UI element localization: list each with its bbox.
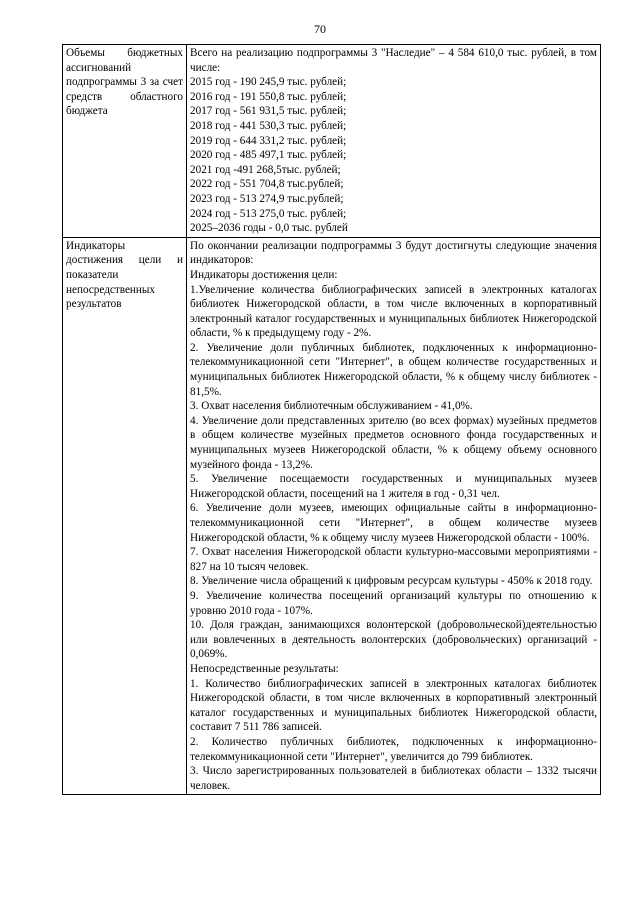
row-content-indicators bbox=[187, 237, 601, 795]
direct-result-item: 3. Число зарегистрированных пользователей в библиотеках области – 1332 тысячи человек. bbox=[190, 765, 597, 792]
passport-table bbox=[62, 44, 601, 795]
budget-year-2023: 2023 год - 513 274,9 тыс.рублей; bbox=[190, 192, 344, 205]
goal-indicators-heading: Индикаторы достижения цели: bbox=[190, 268, 338, 281]
goal-indicator-item: 4. Увеличение доли представленных зрителю (во всех формах) музейных предметов в общем количестве музейных предметов основного фонда государственных и муниципальных музеев Нижегородской области, % к общему объему основного музейного фонда - 13,2%. bbox=[190, 414, 597, 471]
row-label-indicators: Индикаторы достижения цели и показатели непосредственных результатов bbox=[63, 237, 187, 795]
budget-years-2025-2036: 2025–2036 годы - 0,0 тыс. рублей bbox=[190, 222, 348, 235]
goal-indicator-item: 9. Увеличение количества посещений организаций культуры по отношению к уровню 2010 года - 107%. bbox=[190, 589, 597, 617]
budget-year-2018: 2018 год - 441 530,3 тыс. рублей; bbox=[190, 119, 347, 132]
budget-total: Всего на реализацию подпрограммы 3 "Наследие" – 4 584 610,0 тыс. рублей, в том числе: bbox=[190, 47, 597, 74]
budget-year-2017: 2017 год - 561 931,5 тыс. рублей; bbox=[190, 105, 347, 118]
row-label-budget: Объемы бюджетных ассигнований подпрограммы 3 за счет средств областного бюджета bbox=[63, 45, 187, 238]
indicators-intro: По окончании реализации подпрограммы 3 будут достигнуты следующие значения индикаторов: bbox=[190, 239, 597, 267]
goal-indicator-item: 1.Увеличение количества библиографических записей в электронных каталогах библиотек Нижегородской области, в том числе включенных в корпоративный электронный каталог государственных и муниципальных библиотек Нижегородской области, % к предыдущему году - 2%. bbox=[190, 283, 597, 340]
goal-indicator-item: 7. Охват населения Нижегородской области культурно-массовыми мероприятиями - 827 на 10 тысяч человек. bbox=[190, 546, 597, 573]
budget-year-2016: 2016 год - 191 550,8 тыс. рублей; bbox=[190, 90, 347, 103]
direct-result-item: 1. Количество библиографических записей в электронных каталогах библиотек Нижегородской области, в том числе включенных в корпоративный электронный каталог государственных и муниципальных библиотек Нижегородской области, составит 7 511 786 записей. bbox=[190, 677, 597, 734]
budget-year-2019: 2019 год - 644 331,2 тыс. рублей; bbox=[190, 134, 347, 147]
budget-year-2015: 2015 год - 190 245,9 тыс. рублей; bbox=[190, 76, 347, 89]
direct-result-item: 2. Количество публичных библиотек, подключенных к информационно-телекоммуникационной сети "Интернет", увеличится до 799 библиотек. bbox=[190, 735, 597, 763]
goal-indicator-item: 10. Доля граждан, занимающихся волонтерской (добровольческой)деятельностью или вовлеченных в деятельность волонтерских (добровольческих) организаций - 0,069%. bbox=[190, 619, 597, 661]
table-row-budget bbox=[63, 45, 601, 238]
budget-year-2024: 2024 год - 513 275,0 тыс. рублей; bbox=[190, 207, 347, 220]
goal-indicator-item: 8. Увеличение числа обращений к цифровым ресурсам культуры - 450% к 2018 году. bbox=[190, 575, 593, 588]
budget-year-2020: 2020 год - 485 497,1 тыс. рублей; bbox=[190, 149, 347, 162]
page-number: 70 bbox=[314, 22, 326, 36]
goal-indicator-item: 5. Увеличение посещаемости государственных и муниципальных музеев Нижегородской области, посещений на 1 жителя в год - 0,31 чел. bbox=[190, 473, 597, 500]
budget-year-2021: 2021 год -491 268,5тыс. рублей; bbox=[190, 163, 341, 176]
goal-indicator-item: 3. Охват населения библиотечным обслуживанием - 41,0%. bbox=[190, 400, 473, 413]
goal-indicator-item: 2. Увеличение доли публичных библиотек, подключенных к информационно-телекоммуникационной сети "Интернет", в общем количестве государственных и муниципальных библиотек Нижегородской области, % к общему числу библиотек - 81,5%. bbox=[190, 341, 597, 398]
direct-results-heading: Непосредственные результаты: bbox=[190, 662, 339, 675]
budget-year-2022: 2022 год - 551 704,8 тыс.рублей; bbox=[190, 178, 344, 191]
goal-indicator-item: 6. Увеличение доли музеев, имеющих официальные сайты в информационно-телекоммуникационной сети "Интернет", в общем количестве музеев Нижегородской области, % к общему числу музеев Нижегородской области - 100%. bbox=[190, 502, 597, 544]
table-row-indicators bbox=[63, 237, 601, 795]
row-content-budget bbox=[187, 45, 601, 238]
